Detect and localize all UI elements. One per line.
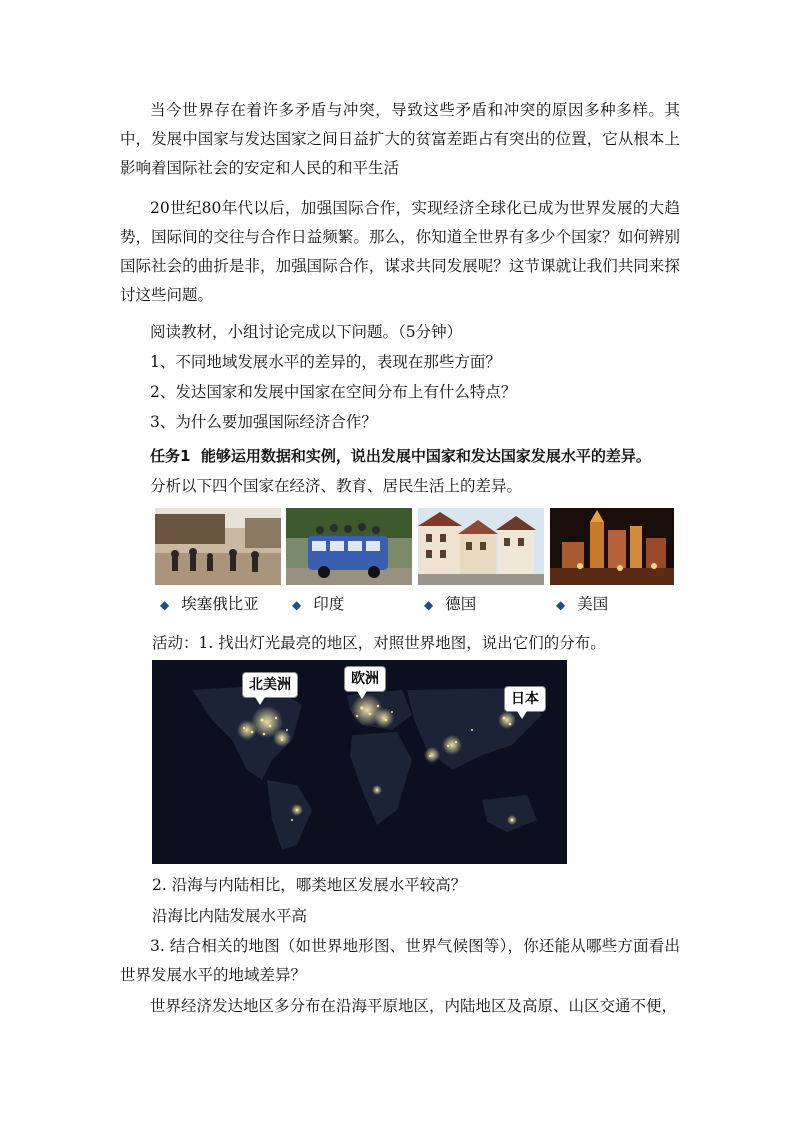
question-2: 2、发达国家和发展中国家在空间分布上有什么特点？: [150, 383, 517, 401]
task-heading: [120, 442, 720, 471]
question-3: 3、为什么要加强国际经济合作？: [150, 413, 377, 431]
photo-usa: [550, 508, 674, 585]
world-night-lights-map: [152, 660, 567, 864]
map-label-europe: 欧洲: [344, 666, 386, 692]
map-label-japan: 日本: [504, 686, 546, 712]
caption-germany: ◆ 德国: [424, 595, 477, 613]
photo-germany: [418, 508, 544, 585]
question-1: 1、不同地域发展水平的差异的，表现在那些方面？: [150, 353, 501, 371]
activity-answer-3: 世界经济发达地区多分布在沿海平原地区，内陆地区及高原、山区交通不便，: [150, 997, 678, 1015]
map-label-north-america: 北美洲: [242, 672, 298, 698]
diamond-bullet-icon: ◆: [160, 598, 170, 612]
activity-answer-2: 沿海比内陆发展水平高: [152, 907, 308, 925]
caption-usa: ◆ 美国: [556, 595, 609, 613]
activity-question-2: 2. 沿海与内陆相比，哪类地区发展水平较高？: [152, 876, 467, 894]
activity-question-3: 3. 结合相关的地图（如世界地形图、世界气候图等），你还能从哪些方面看出世界发展水平的地域差异？: [120, 937, 680, 984]
diamond-bullet-icon: ◆: [556, 598, 566, 612]
task-label: 任务1: [150, 447, 191, 465]
photo-india: [286, 508, 412, 585]
diamond-bullet-icon: ◆: [424, 598, 434, 612]
paragraph-intro: 当今世界存在着许多矛盾与冲突，导致这些矛盾和冲突的原因多种多样。其中，发展中国家与发达国家之间日益扩大的贫富差距占有突出的位置，它从根本上影响着国际社会的安定和人民的和平生活: [120, 101, 680, 177]
activity-question-1: 活动：1. 找出灯光最亮的地区，对照世界地图，说出它们的分布。: [152, 634, 606, 652]
caption-india: ◆ 印度: [292, 595, 345, 613]
diamond-bullet-icon: ◆: [292, 598, 302, 612]
caption-ethiopia: ◆ 埃塞俄比亚: [160, 595, 259, 613]
task-text: 能够运用数据和实例，说出发展中国家和发达国家发展水平的差异。: [200, 447, 651, 465]
photo-ethiopia: [155, 508, 281, 585]
paragraph-instruction: 阅读教材，小组讨论完成以下问题。（5分钟）: [150, 323, 463, 341]
paragraph-background: 20世纪80年代以后，加强国际合作，实现经济全球化已成为世界发展的大趋势，国际间的交往与合作日益频繁。那么，你知道全世界有多少个国家？如何辨别国际社会的曲折是非，加强国际合作，谋求共同发展呢？这节课就让我们共同来探讨这些问题。: [120, 199, 680, 304]
task-subtitle: 分析以下四个国家在经济、教育、居民生活上的差异。: [150, 477, 523, 495]
